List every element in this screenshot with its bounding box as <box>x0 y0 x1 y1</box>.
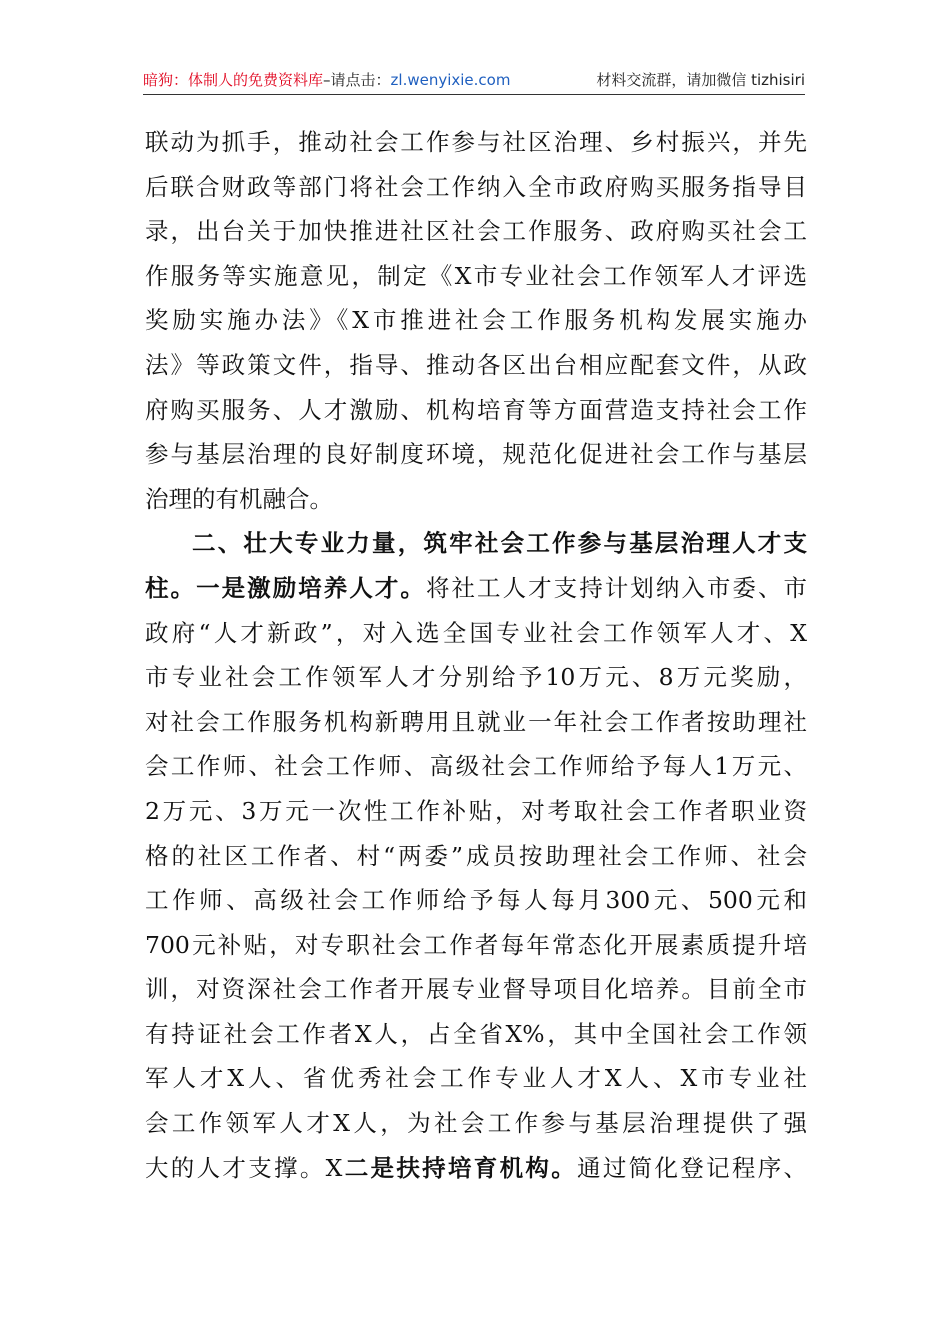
text-run: 格的社区工作者、村“两委”成员按助理社会工作师、社会 <box>145 841 807 870</box>
text-run: 奖励实施办法》《X市推进社会工作服务机构发展实施办 <box>145 306 807 335</box>
header-site-name: 暗狗：体制人的免费资料库 <box>143 71 324 89</box>
paragraph-line <box>145 1056 807 1101</box>
paragraph-line <box>145 923 807 968</box>
text-run: 参与基层治理的良好制度环境，规范化促进社会工作与基层 <box>145 440 807 469</box>
document-body <box>145 120 807 1190</box>
paragraph-line <box>145 388 807 433</box>
text-run: 训，对资深社会工作者开展专业督导项目化培养。目前全市 <box>145 975 807 1004</box>
text-run: 录，出台关于加快推进社区社会工作服务、政府购买社会工 <box>145 217 807 246</box>
bold-text-run: 二、壮大专业力量，筑牢社会工作参与基层治理人才支 <box>192 529 807 558</box>
bold-text-run: 柱。一是激励培养人才。 <box>145 573 426 602</box>
paragraph-line <box>145 1146 807 1191</box>
paragraph-line <box>145 1101 807 1146</box>
text-run: 府购买服务、人才激励、机构培育等方面营造支持社会工作 <box>145 395 807 424</box>
paragraph-line <box>145 165 807 210</box>
text-run: 700元补贴，对专职社会工作者每年常态化开展素质提升培 <box>145 930 807 959</box>
text-run: 对社会工作服务机构新聘用且就业一年社会工作者按助理社 <box>145 707 807 736</box>
paragraph-line <box>145 878 807 923</box>
text-run: 治理的有机融合。 <box>145 484 333 513</box>
paragraph-line <box>145 744 807 789</box>
text-run: 将社工人才支持计划纳入市委、市 <box>425 573 807 602</box>
paragraph-line <box>145 298 807 343</box>
text-run: 作服务等实施意见，制定《X市专业社会工作领军人才评选 <box>145 261 807 290</box>
text-run: 法》等政策文件，指导、推动各区出台相应配套文件，从政 <box>145 350 807 379</box>
paragraph-line <box>145 611 807 656</box>
text-run: 2万元、3万元一次性工作补贴，对考取社会工作者职业资 <box>145 796 807 825</box>
paragraph-line <box>145 254 807 299</box>
paragraph-line <box>145 1012 807 1057</box>
paragraph-line <box>145 432 807 477</box>
paragraph-line <box>145 477 807 522</box>
text-run: 政府“人才新政”，对入选全国专业社会工作领军人才、X <box>145 618 807 647</box>
text-run: 工作师、高级社会工作师给予每人每月300元、500元和 <box>145 886 807 915</box>
bold-text-run: 二是扶持培育机构。 <box>342 1153 578 1182</box>
paragraph-line <box>145 566 807 611</box>
text-run: 后联合财政等部门将社会工作纳入全市政府购买服务指导目 <box>145 172 807 201</box>
paragraph-line <box>145 700 807 745</box>
paragraph-line <box>145 834 807 879</box>
text-run: 会工作领军人才X人，为社会工作参与基层治理提供了强 <box>145 1109 807 1138</box>
text-run: 会工作师、社会工作师、高级社会工作师给予每人1万元、 <box>145 752 807 781</box>
header-link[interactable]: zl.wenyixie.com <box>390 71 511 89</box>
header-wechat-note: 材料交流群，请加微信 tizhisiri <box>596 71 805 89</box>
text-run: 市专业社会工作领军人才分别给予10万元、8万元奖励， <box>145 663 807 692</box>
text-run: 军人才X人、省优秀社会工作专业人才X人、X市专业社 <box>145 1064 807 1093</box>
text-run: 通过简化登记程序、 <box>577 1153 807 1182</box>
paragraph-line <box>145 967 807 1012</box>
paragraph-line <box>145 120 807 165</box>
text-run: 有持证社会工作者X人，占全省X%，其中全国社会工作领 <box>145 1019 807 1048</box>
header-click-prompt: –请点击： <box>323 71 391 89</box>
paragraph-line <box>145 343 807 388</box>
text-run: 大的人才支撑。X <box>145 1153 343 1182</box>
text-run: 联动为抓手，推动社会工作参与社区治理、乡村振兴，并先 <box>145 128 807 156</box>
paragraph-line <box>145 521 807 566</box>
paragraph-line <box>145 789 807 834</box>
paragraph-line <box>145 209 807 254</box>
paragraph-line <box>145 655 807 700</box>
page-header <box>143 68 805 95</box>
